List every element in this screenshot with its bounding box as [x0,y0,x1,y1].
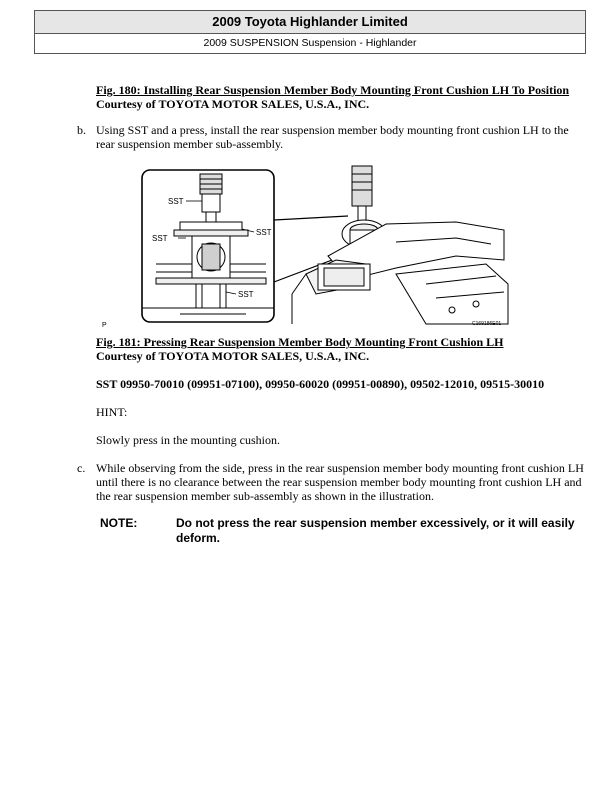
fig180-caption: Fig. 180: Installing Rear Suspension Member Body Mounting Front Cushion LH To Position [96,83,570,97]
fig181-illustration [96,164,512,332]
header-title: 2009 Toyota Highlander Limited [35,11,585,34]
label-sst-2: SST [152,234,168,243]
step-b-marker: b. [77,123,86,137]
step-b-text: Using SST and a press, install the rear suspension member body mounting front cushion LH to the rear suspension member sub-assembly. [96,123,569,151]
label-corner-p: P [102,322,107,329]
document-header [34,10,586,54]
label-sst-1: SST [168,197,184,206]
fig181-courtesy: Courtesy of TOYOTA MOTOR SALES, U.S.A., INC. [96,349,370,363]
illustration-code: C169186E01 [472,321,502,327]
step-c-text: While observing from the side, press in the rear suspension member body mounting front cushion LH until there is no clearance between the rear suspension member body mounting front cushion LH and the rear suspension member sub-assembly as shown in the illustration. [96,461,584,503]
label-sst-3: SST [256,228,272,237]
sst-part-numbers: SST 09950-70010 (09951-07100), 09950-60020 (09951-00890), 09502-12010, 09515-30010 [96,377,545,391]
hint-text: Slowly press in the mounting cushion. [96,433,280,447]
label-sst-4: SST [238,290,254,299]
fig181-caption: Fig. 181: Pressing Rear Suspension Member Body Mounting Front Cushion LH [96,335,504,349]
hint-label: HINT: [96,405,128,419]
note-label: NOTE: [100,516,138,530]
note-text: Do not press the rear suspension member excessively, or it will easily deform. [176,516,575,545]
header-subtitle: 2009 SUSPENSION Suspension - Highlander [203,37,417,49]
fig180-courtesy: Courtesy of TOYOTA MOTOR SALES, U.S.A., INC. [96,97,370,111]
step-c-marker: c. [77,461,86,475]
